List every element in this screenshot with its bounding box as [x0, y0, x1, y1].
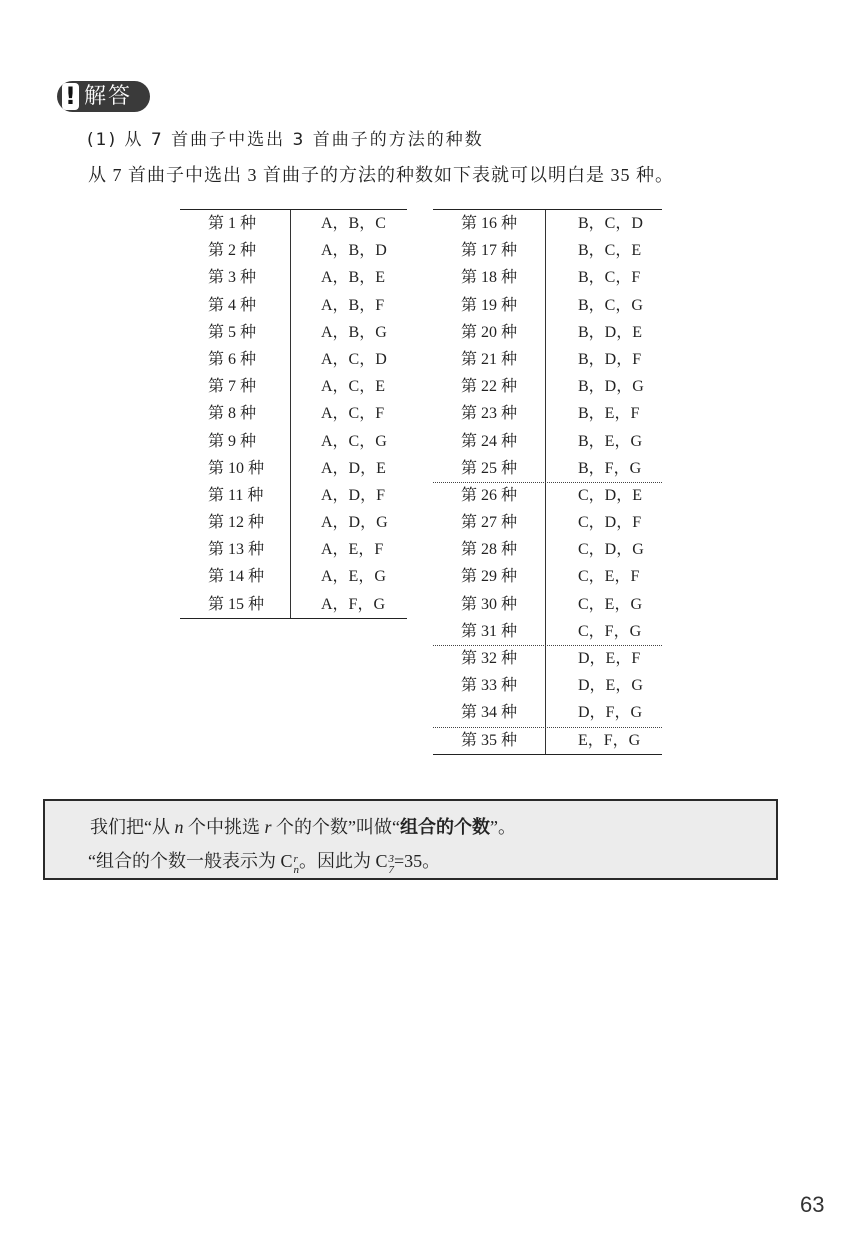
table-group — [180, 210, 407, 618]
note-line-1 — [90, 814, 516, 841]
way-number: 第 2 种 — [208, 242, 257, 260]
way-number: 第 14 种 — [208, 568, 265, 586]
song-combination: A，C，E — [290, 373, 407, 400]
note-text: 我们把“从 — [90, 817, 175, 837]
song-combination: D，F，G — [545, 699, 662, 726]
song-combination: C，D，F — [545, 509, 662, 536]
key-term: 组合的个数 — [400, 817, 490, 838]
way-number: 第 27 种 — [461, 514, 518, 532]
section-heading: (1) 从 7 首曲子中选出 3 首曲子的方法的种数 — [87, 130, 484, 150]
way-number: 第 22 种 — [461, 378, 518, 396]
table-row — [433, 563, 662, 590]
way-number: 第 33 种 — [461, 677, 518, 695]
song-combination: B，C，E — [545, 237, 662, 264]
table-row — [433, 645, 662, 672]
table-group — [433, 645, 662, 727]
song-combination: B，E，F — [545, 400, 662, 427]
note-text: ”。 — [490, 817, 516, 837]
way-number: 第 11 种 — [208, 486, 264, 504]
song-combination: B，F，G — [545, 455, 662, 482]
note-text: “组合的个数一般表示为 — [88, 851, 281, 871]
song-combination: B，E，G — [545, 428, 662, 455]
way-number: 第 4 种 — [208, 296, 257, 314]
table-row — [180, 536, 407, 563]
table-row — [433, 428, 662, 455]
way-number: 第 19 种 — [461, 296, 518, 314]
combinations-table-right — [433, 209, 662, 755]
symbol-subscript: n — [293, 864, 300, 876]
song-combination: A，B，G — [290, 319, 407, 346]
table-row — [433, 264, 662, 291]
combinations-table-left — [180, 209, 407, 619]
note-box — [43, 799, 778, 880]
way-number: 第 25 种 — [461, 459, 518, 477]
song-combination: E，F，G — [545, 727, 662, 754]
song-combination: A，C，G — [290, 428, 407, 455]
way-number: 第 12 种 — [208, 514, 265, 532]
table-row — [180, 319, 407, 346]
song-combination: A，E，F — [290, 536, 407, 563]
table-row — [433, 618, 662, 645]
song-combination: C，D，G — [545, 536, 662, 563]
way-number: 第 24 种 — [461, 432, 518, 450]
song-combination: C，E，F — [545, 563, 662, 590]
table-group — [433, 482, 662, 645]
symbol-superscript: r — [293, 853, 298, 865]
combination-symbol-value — [375, 851, 395, 876]
song-combination: C，F，G — [545, 618, 662, 645]
table-row — [180, 264, 407, 291]
page-number: 63 — [800, 1192, 825, 1217]
table-row — [180, 509, 407, 536]
note-text: 。因此为 — [299, 851, 376, 871]
way-number: 第 20 种 — [461, 323, 518, 341]
table-row — [180, 237, 407, 264]
song-combination: A，B，E — [290, 264, 407, 291]
song-combination: D，E，F — [545, 645, 662, 672]
song-combination: A，E，G — [290, 563, 407, 590]
note-text: 个的个数”叫做“ — [271, 817, 400, 837]
exclamation-icon: ! — [62, 83, 79, 110]
table-row — [433, 482, 662, 509]
table-row — [180, 400, 407, 427]
way-number: 第 15 种 — [208, 595, 265, 613]
way-number: 第 30 种 — [461, 595, 518, 613]
way-number: 第 16 种 — [461, 215, 518, 232]
table-group — [433, 727, 662, 754]
badge-label: 解答 — [84, 84, 133, 109]
combination-symbol-general — [280, 851, 300, 876]
song-combination: B，C，F — [545, 264, 662, 291]
way-number: 第 34 种 — [461, 704, 518, 722]
way-number: 第 1 种 — [208, 215, 257, 232]
song-combination: A，B，F — [290, 292, 407, 319]
way-number: 第 35 种 — [461, 731, 518, 749]
song-combination: B，C，D — [545, 210, 662, 237]
song-combination: A，B，C — [290, 210, 407, 237]
variable-r: r — [264, 817, 272, 837]
table-row — [433, 400, 662, 427]
song-combination: D，E，G — [545, 672, 662, 699]
song-combination: B，C，G — [545, 292, 662, 319]
song-combination: B，D，G — [545, 373, 662, 400]
way-number: 第 17 种 — [461, 242, 518, 260]
song-combination: B，D，F — [545, 346, 662, 373]
table-row — [180, 428, 407, 455]
table-group — [433, 210, 662, 482]
note-text: 个中挑选 — [183, 817, 265, 837]
way-number: 第 28 种 — [461, 541, 518, 559]
way-number: 第 13 种 — [208, 541, 265, 559]
song-combination: C，E，G — [545, 591, 662, 618]
way-number: 第 7 种 — [208, 378, 257, 396]
symbol-superscript: 3 — [388, 853, 395, 865]
way-number: 第 18 种 — [461, 269, 518, 287]
way-number: 第 31 种 — [461, 622, 518, 640]
table-row — [433, 346, 662, 373]
song-combination: A，D，F — [290, 482, 407, 509]
way-number: 第 3 种 — [208, 269, 257, 287]
table-row — [433, 591, 662, 618]
song-combination: A，C，F — [290, 400, 407, 427]
song-combination: A，F，G — [290, 591, 407, 618]
symbol-subscript: 7 — [388, 864, 395, 876]
way-number: 第 6 种 — [208, 350, 257, 368]
table-row — [433, 672, 662, 699]
intro-paragraph: 从 7 首曲子中选出 3 首曲子的方法的种数如下表就可以明白是 35 种。 — [88, 165, 674, 185]
way-number: 第 32 种 — [461, 650, 518, 667]
song-combination: A，C，D — [290, 346, 407, 373]
table-row — [433, 237, 662, 264]
table-row — [180, 591, 407, 618]
table-row — [433, 509, 662, 536]
variable-n: n — [174, 817, 184, 837]
table-row — [433, 292, 662, 319]
table-row — [433, 373, 662, 400]
table-row — [180, 292, 407, 319]
way-number: 第 8 种 — [208, 405, 257, 423]
note-line-2 — [88, 848, 440, 876]
symbol-base: C — [280, 851, 293, 871]
table-row — [433, 455, 662, 482]
song-combination: A，D，E — [290, 455, 407, 482]
way-number: 第 9 种 — [208, 432, 257, 450]
table-row — [433, 210, 662, 237]
song-combination: B，D，E — [545, 319, 662, 346]
way-number: 第 5 种 — [208, 323, 257, 341]
table-row — [433, 727, 662, 754]
song-combination: A，B，D — [290, 237, 407, 264]
table-row — [180, 563, 407, 590]
symbol-base: C — [375, 851, 388, 871]
note-text: =35。 — [394, 851, 441, 871]
table-row — [180, 373, 407, 400]
table-row — [433, 319, 662, 346]
table-row — [180, 346, 407, 373]
song-combination: A，D，G — [290, 509, 407, 536]
table-row — [180, 482, 407, 509]
way-number: 第 29 种 — [461, 568, 518, 586]
answer-badge — [57, 81, 150, 112]
table-row — [180, 210, 407, 237]
table-row — [180, 455, 407, 482]
table-row — [433, 536, 662, 563]
way-number: 第 23 种 — [461, 405, 518, 423]
song-combination: C，D，E — [545, 482, 662, 509]
table-row — [433, 699, 662, 726]
way-number: 第 21 种 — [461, 350, 518, 368]
way-number: 第 10 种 — [208, 459, 265, 477]
way-number: 第 26 种 — [461, 486, 518, 504]
